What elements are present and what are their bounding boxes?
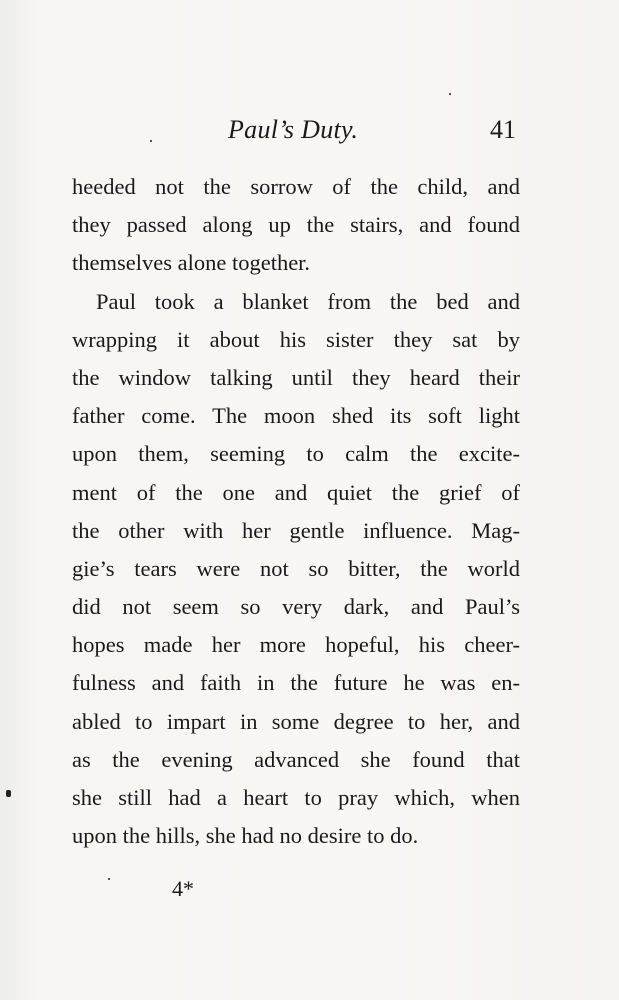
text-line: the window talking until they heard their xyxy=(72,364,520,390)
text-line: wrapping it about his sister they sat by xyxy=(72,326,520,352)
text-line: the other with her gentle influence. Mag- xyxy=(72,517,520,543)
ink-speck xyxy=(108,878,110,880)
ink-speck xyxy=(449,93,451,95)
page-number: 41 xyxy=(490,115,516,144)
text-line: hopes made her more hopeful, his cheer- xyxy=(72,632,520,658)
text-line: upon them, seeming to calm the excite- xyxy=(72,441,520,467)
text-line: upon the hills, she had no desire to do. xyxy=(72,823,419,849)
ink-speck xyxy=(6,790,11,797)
running-head xyxy=(72,112,520,148)
text-line: heeded not the sorrow of the child, and xyxy=(72,174,520,199)
text-line: fulness and faith in the future he was en- xyxy=(72,670,520,696)
text-line: they passed along up the stairs, and found xyxy=(72,212,520,238)
text-line: as the evening advanced she found that xyxy=(72,746,520,772)
text-line: abled to impart in some degree to her, and xyxy=(72,708,520,734)
text-line: she still had a heart to pray which, when xyxy=(72,785,520,810)
signature-mark: 4* xyxy=(172,876,194,901)
text-line: themselves alone together. xyxy=(72,250,311,276)
text-line: Paul took a blanket from the bed and xyxy=(96,288,520,314)
running-title: Paul’s Duty. xyxy=(228,115,359,144)
text-line: gie’s tears were not so bitter, the world xyxy=(72,555,520,581)
body-text xyxy=(72,168,520,855)
text-line: did not seem so very dark, and Paul’s xyxy=(72,594,520,620)
text-line: ment of the one and quiet the grief of xyxy=(72,479,520,505)
text-line: father come. The moon shed its soft light xyxy=(72,403,520,429)
